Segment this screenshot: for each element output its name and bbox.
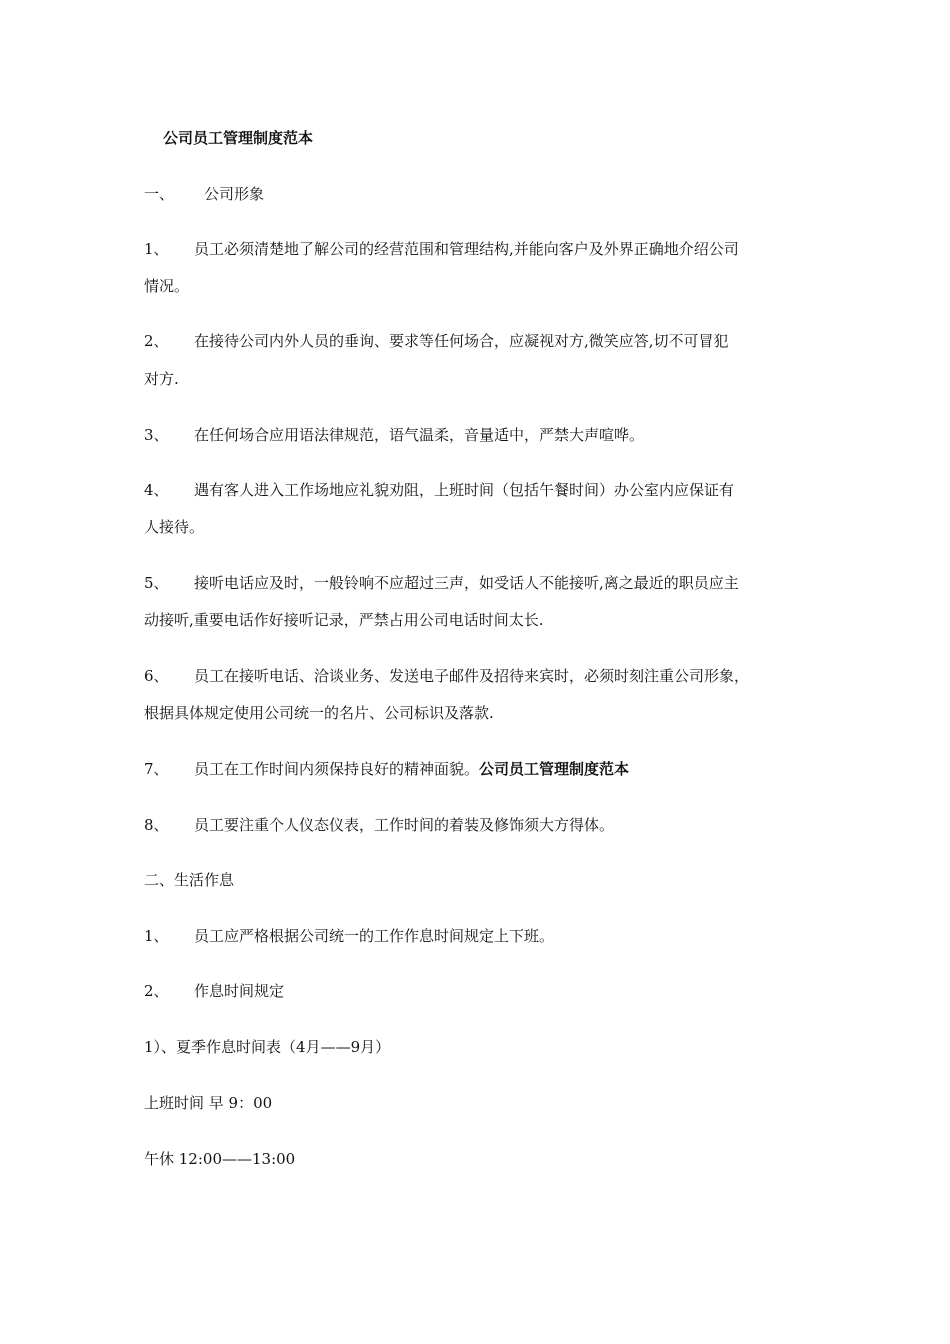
item-text: 员工在接听电话、洽谈业务、发送电子邮件及招待来宾时，必须时刻注重公司形象，	[194, 667, 750, 685]
item-number: 6、	[144, 667, 169, 685]
list-item	[144, 480, 734, 500]
item-number: 1、	[144, 240, 169, 258]
item-continuation: 情况。	[144, 277, 190, 295]
inline-bold-title: 公司员工管理制度范本	[479, 760, 630, 778]
list-item	[144, 815, 614, 835]
item-continuation: 对方.	[144, 370, 179, 388]
list-item	[144, 666, 749, 686]
item-continuation: 人接待。	[144, 518, 205, 536]
item-number: 7、	[144, 760, 169, 778]
list-item	[144, 926, 554, 946]
item-number: 1、	[144, 927, 169, 945]
item-number: 2、	[144, 982, 169, 1000]
item-continuation: 动接听,重要电话作好接听记录，严禁占用公司电话时间太长.	[144, 611, 544, 629]
list-item	[144, 425, 644, 445]
item-text: 员工在工作时间内须保持良好的精神面貌。	[194, 760, 480, 778]
summer-schedule-heading: 1）、夏季作息时间表（4月——9月）	[144, 1038, 391, 1056]
work-start-time: 上班时间 早 9：00	[144, 1094, 273, 1112]
item-number: 5、	[144, 574, 169, 592]
item-number: 2、	[144, 332, 169, 350]
item-number: 8、	[144, 816, 169, 834]
list-item	[144, 573, 739, 593]
section-number: 一、	[144, 185, 175, 203]
section-heading-daily-schedule: 二、生活作息	[144, 871, 235, 889]
lunch-break-time: 午休 12:00——13:00	[144, 1150, 296, 1168]
section-heading-company-image	[144, 184, 264, 204]
item-text: 接听电话应及时，一般铃响不应超过三声，如受话人不能接听,离之最近的职员应主	[194, 574, 739, 592]
list-item	[144, 759, 629, 779]
item-text: 作息时间规定	[194, 982, 285, 1000]
item-continuation: 根据具体规定使用公司统一的名片、公司标识及落款.	[144, 704, 494, 722]
item-text: 员工要注重个人仪态仪表，工作时间的着装及修饰须大方得体。	[194, 816, 615, 834]
section-title: 公司形象	[204, 185, 265, 203]
item-text: 在任何场合应用语法律规范，语气温柔，音量适中，严禁大声喧哗。	[194, 426, 645, 444]
list-item	[144, 239, 739, 259]
list-item	[144, 331, 729, 351]
document-title: 公司员工管理制度范本	[163, 129, 314, 147]
item-text: 遇有客人进入工作场地应礼貌劝阻，上班时间（包括午餐时间）办公室内应保证有	[194, 481, 735, 499]
item-number: 3、	[144, 426, 169, 444]
list-item	[144, 981, 284, 1001]
item-text: 员工应严格根据公司统一的工作作息时间规定上下班。	[194, 927, 555, 945]
item-number: 4、	[144, 481, 169, 499]
item-text: 在接待公司内外人员的垂询、要求等任何场合，应凝视对方,微笑应答,切不可冒犯	[194, 332, 729, 350]
item-text: 员工必须清楚地了解公司的经营范围和管理结构,并能向客户及外界正确地介绍公司	[194, 240, 739, 258]
